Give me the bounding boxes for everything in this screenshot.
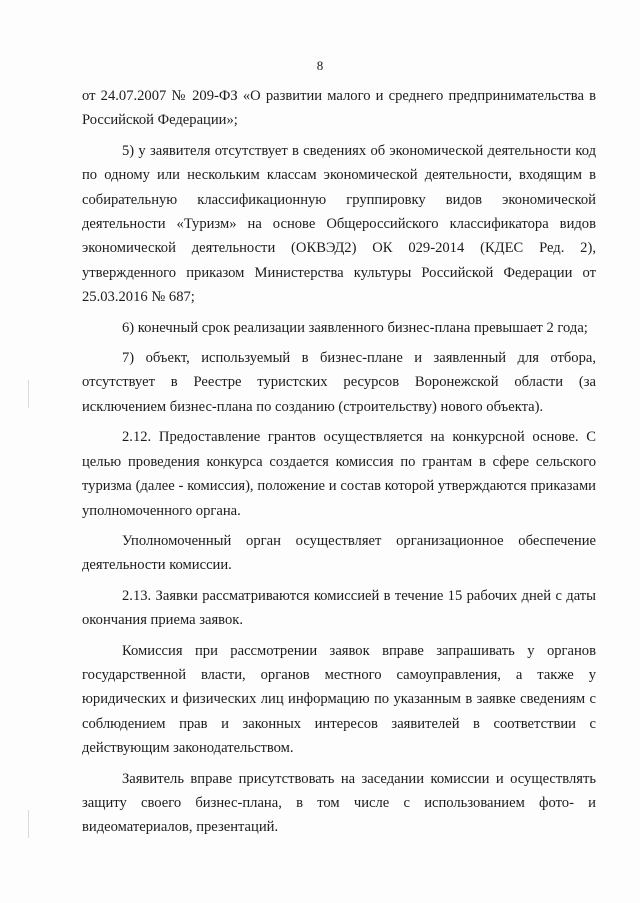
paragraph-commission-support: Уполномоченный орган осуществляет организационное обеспечение деятельности комиссии.	[82, 532, 596, 574]
paragraph-2-12: 2.12. Предоставление грантов осуществляется на конкурсной основе. С целью проведения конкурса создается комиссия по грантам в сфере сельского туризма (далее - комиссия), положение и состав которой утверждаются приказами уполномоченного органа.	[82, 429, 596, 519]
page-number: 8	[316, 58, 324, 73]
paragraph-item-7: 7) объект, используемый в бизнес-плане и заявленный для отбора, отсутствует в Реестре туристских ресурсов Воронежской области (за исключением бизнес-плана по созданию (строительству) нового объекта).	[82, 350, 596, 415]
scan-artifact	[28, 810, 29, 838]
paragraph-2-13: 2.13. Заявки рассматриваются комиссией в течение 15 рабочих дней с даты окончания приема заявок.	[82, 587, 596, 629]
paragraph-applicant-attendance: Заявитель вправе присутствовать на заседании комиссии и осуществлять защиту своего бизнес-плана, в том числе с использованием фото- и видеоматериалов, презентаций.	[82, 770, 596, 836]
paragraph-law-reference-continuation: от 24.07.2007 № 209-ФЗ «О развитии малого и среднего предпринимательства в Российской Федерации»;	[82, 88, 596, 129]
paragraph-item-6: 6) конечный срок реализации заявленного бизнес-плана превышает 2 года;	[122, 319, 588, 336]
scan-artifact	[28, 380, 29, 408]
paragraph-commission-requests: Комиссия при рассмотрении заявок вправе запрашивать у органов государственной власти, органов местного самоуправления, а также у юридических и физических лиц информацию по указанным в заявке сведениям с соблюдением прав и законных интересов заявителей в соответствии с действующим законодательством.	[82, 642, 596, 757]
paragraph-item-5: 5) у заявителя отсутствует в сведениях об экономической деятельности код по одному или нескольким классам экономической деятельности, входящим в собирательную классификационную группировку видов экономической деятельности «Туризм» на основе Общероссийского классификатора видов экономической деятельности (ОКВЭД2) ОК 029-2014 (КДЕС Ред. 2), утвержденного приказом Министерства культуры Российской Федерации от 25.03.2016 № 687;	[82, 142, 596, 306]
document-body	[82, 84, 596, 840]
